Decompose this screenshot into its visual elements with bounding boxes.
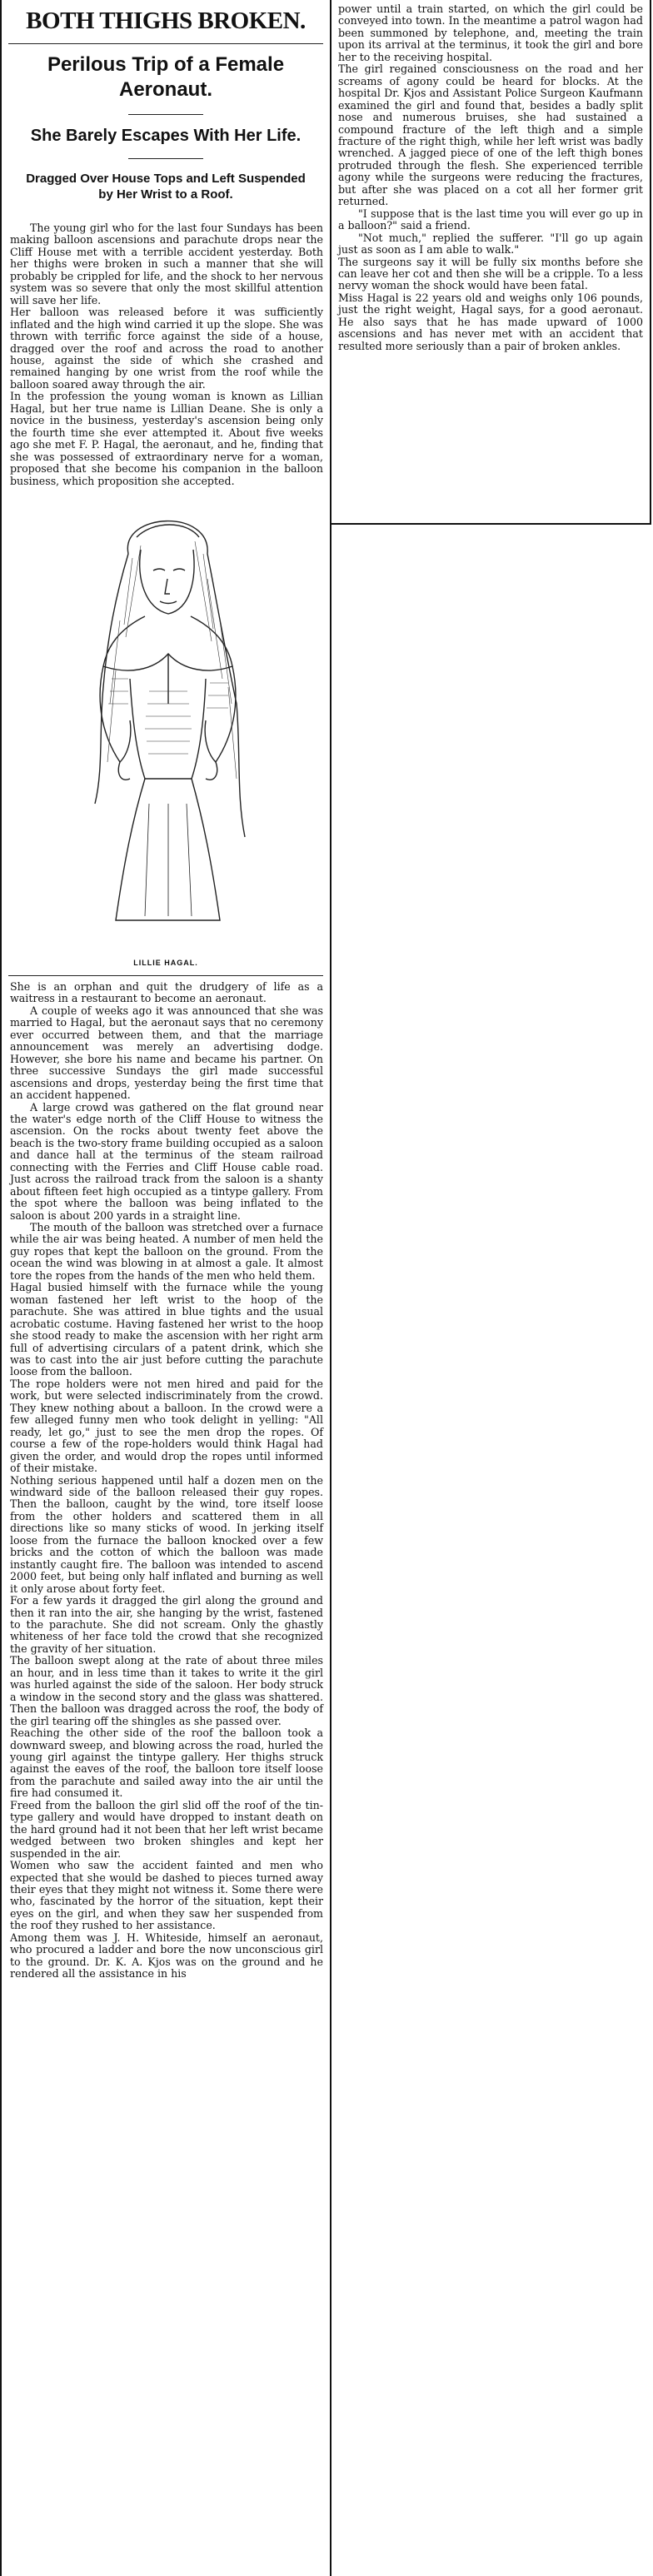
divider xyxy=(8,43,323,44)
deck-primary: Perilous Trip of a Female Aeronaut. xyxy=(47,53,285,101)
paragraph: A couple of weeks ago it was announced that she was married to Hagal, but the aeronaut says that no ceremony ever occurred between them, and that the marriage announcement was merely an advertising dodge. However, she bore his name and became his partner. On three successive Sundays the girl made successful ascensions and drops, yesterday being the first time that an accident happened. xyxy=(10,1004,323,1102)
deck-secondary: She Barely Escapes With Her Life. xyxy=(30,127,302,145)
portrait-drawing xyxy=(70,504,262,954)
paragraph: For a few yards it dragged the girl along the ground and then it ran into the air, she hanging by the wrist, fastened to the parachute. She did not scream. Only the ghastly whiteness of her face told the crowd that she recognized the gravity of her situation. xyxy=(10,1594,323,1655)
article-body-continued xyxy=(331,0,650,352)
paragraph: The rope holders were not men hired and paid for the work, but were selected indiscriminately from the crowd. They knew nothing about a balloon. In the crowd were a few alleged funny men who took delight in yelling: "All ready, let go," just to see the men drop the ropes. Of course a few of the rope-holders would think Hagal had given the order, and would drop the ropes until informed of their mistake. xyxy=(10,1377,323,1475)
headline: BOTH THIGHS BROKEN. xyxy=(26,7,306,34)
paragraph: Reaching the other side of the roof the balloon took a downward sweep, and blowing across the road, hurled the young girl against the tintype gallery. Her thighs struck against the eaves of the roof, the balloon tore itself loose from the parachute and sailed away into the air until the fire had consumed it. xyxy=(10,1726,323,1800)
paragraph: power until a train started, on which the girl could be conveyed into town. In the meantime a patrol wagon had been summoned by telephone, and, meeting the train upon its arrival at the terminus, it took the girl and bore her to the receiving hospital. xyxy=(338,2,643,63)
deck-tertiary: Dragged Over House Tops and Left Suspended by Her Wrist to a Roof. xyxy=(26,172,306,202)
portrait-illustration xyxy=(70,504,262,954)
divider xyxy=(8,975,323,976)
paragraph: A large crowd was gathered on the flat ground near the water's edge north of the Cliff House to witness the ascension. On the rocks about twenty feet above the beach is the two-story frame building occupied as a saloon and dance hall at the terminus of the steam railroad connecting with the Ferries and Cliff House cable road. Just across the railroad track from the saloon is a shanty about fifteen feet high occupied as a tintype gallery. From the spot where the balloon was being inflated to the saloon is about 200 yards in a straight line. xyxy=(10,1100,323,1222)
portrait-caption: LILLIE HAGAL. xyxy=(133,958,198,967)
article-body-top xyxy=(2,222,330,487)
paragraph: In the profession the young woman is known as Lillian Hagal, but her true name is Lillian Deane. She is only a novice in the business, yesterday's ascension being only the fourth time she ever attempted it. About five weeks ago she met F. P. Hagal, the aeronaut, and he, finding that she was possessed of extraordinary nerve for a woman, proposed that she become his companion in the balloon business, which proposition she accepted. xyxy=(10,390,323,487)
paragraph: Among them was J. H. Whiteside, himself an aeronaut, who procured a ladder and bore the now unconscious girl to the ground. Dr. K. A. Kjos was on the ground and he rendered all the assistance in his xyxy=(10,1931,323,1981)
paragraph: Her balloon was released before it was sufficiently inflated and the high wind carried it up the slope. She was thrown with terrific force against the side of a house, dragged over the roof and across the road to another house, against the side of which she crashed and remained hanging by one wrist from the roof while the balloon soared away through the air. xyxy=(10,306,323,391)
paragraph: Hagal busied himself with the furnace while the young woman fastened her left wrist to the hoop of the parachute. She was attired in blue tights and the usual acrobatic costume. Having fastened her wrist to the hoop she stood ready to make the ascension with her right arm full of advertising circulars of a patent drink, which she was to cast into the air just before cutting the parachute loose from the balloon. xyxy=(10,1281,323,1378)
article-body-bottom xyxy=(2,981,330,1981)
paragraph: Nothing serious happened until half a dozen men on the windward side of the balloon released their guy ropes. Then the balloon, caught by the wind, tore itself loose from the other holders and scattered them in all directions like so many sticks of wood. In jerking itself loose from the furnace the balloon knocked over a few bricks and the cotton of which the balloon was made instantly caught fire. The balloon was intended to ascend 2000 feet, but being only half inflated and burning as well it only arose about forty feet. xyxy=(10,1473,323,1595)
divider xyxy=(128,158,203,159)
paragraph: The balloon swept along at the rate of about three miles an hour, and in less time than it takes to write it the girl was hurled against the side of the saloon. Her body struck a window in the second story and the glass was shattered. Then the balloon was dragged across the roof, the body of the girl tearing off the shingles as she passed over. xyxy=(10,1654,323,1727)
paragraph: The surgeons say it will be fully six months before she can leave her cot and then she will be a cripple. To a less nervy woman the shock would have been fatal. xyxy=(338,255,643,292)
paragraph: Freed from the balloon the girl slid off the roof of the tin-type gallery and would have dropped to instant death on the hard ground had it not been that her left wrist became wedged between two broken shingles and kept her suspended in the air. xyxy=(10,1798,323,1860)
divider xyxy=(128,114,203,115)
paragraph: "I suppose that is the last time you will ever go up in a balloon?" said a friend. xyxy=(338,207,643,232)
paragraph: The young girl who for the last four Sundays has been making balloon ascensions and parachute drops near the Cliff House met with a terrible accident yesterday. Both her thighs were broken in such a manner that she will probably be crippled for life, and the shock to her nervous system was so severe that only the most skillful attention will save her life. xyxy=(10,222,323,306)
paragraph: Miss Hagal is 22 years old and weighs only 106 pounds, just the right weight, Hagal says, for a good aeronaut. He also says that he has made upward of 1000 ascensions and has never met with an accident that resulted more seriously than a pair of broken ankles. xyxy=(338,291,643,352)
paragraph: "Not much," replied the sufferer. "I'll go up again just as soon as I am able to walk." xyxy=(338,231,643,257)
paragraph: She is an orphan and quit the drudgery of life as a waitress in a restaurant to become an aeronaut. xyxy=(10,979,323,1005)
column-right xyxy=(331,0,651,525)
paragraph: The girl regained consciousness on the road and her screams of agony could be heard for blocks. At the hospital Dr. Kjos and Assistant Police Surgeon Kaufmann examined the girl and found that, besides a badly split nose and numerous bruises, she had sustained a compound fracture of the left thigh and a simple fracture of the right thigh, while her left wrist was badly wrenched. A jagged piece of one of the left thigh bones protruded through the flesh. She experienced terrible agony while the surgeons were reducing the fractures, but after she was placed on a cot all her former grit returned. xyxy=(338,62,643,208)
paragraph: Women who saw the accident fainted and men who expected that she would be dashed to pieces turned away their eyes that they might not witness it. Some there were who, fascinated by the horror of the situation, kept their eyes on the girl, and when they saw her suspended from the roof they rushed to her assistance. xyxy=(10,1859,323,1932)
paragraph: The mouth of the balloon was stretched over a furnace while the air was being heated. A number of men held the guy ropes that kept the balloon on the ground. From the ocean the wind was blowing in at almost a gale. It almost tore the ropes from the hands of the men who held them. xyxy=(10,1221,323,1282)
